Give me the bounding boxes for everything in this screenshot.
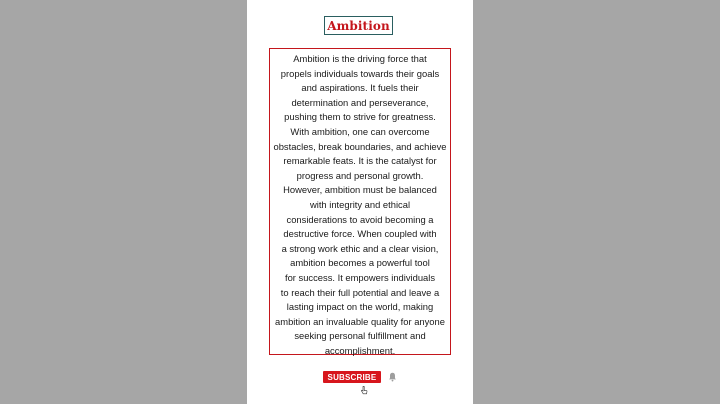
text-line: for success. It empowers individuals [284,271,436,283]
text-box [269,48,451,355]
text-line: accomplishment. [324,344,396,356]
text-line: lasting impact on the world, making [286,301,434,313]
text-line: and aspirations. It fuels their [301,82,419,94]
text-line: pushing them to strive for greatness. [284,111,436,123]
text-line: Ambition is the driving force that [293,53,427,64]
text-line: However, ambition must be balanced [283,184,437,196]
bell-icon[interactable] [388,372,397,382]
body-text [272,52,448,358]
text-line: destructive force. When coupled with [283,228,437,240]
title-box [324,16,393,35]
text-line: seeking personal fulfillment and [294,330,426,342]
text-line: considerations to avoid becoming a [286,213,434,225]
text-line: propels individuals towards their goals [280,67,440,79]
text-line: to reach their full potential and leave a [280,286,440,298]
text-line: remarkable feats. It is the catalyst for [283,155,437,167]
text-line: progress and personal growth. [296,169,424,181]
right-letterbox [473,0,720,404]
page-title: Ambition [327,18,390,33]
text-line: a strong work ethic and a clear vision, [281,242,439,254]
video-frame [247,0,473,404]
text-line: With ambition, one can overcome [290,125,430,137]
hand-cursor-icon [360,386,368,395]
text-line: obstacles, break boundaries, and achieve [273,140,447,152]
text-line: determination and perseverance, [291,96,429,108]
text-line: ambition becomes a powerful tool [290,257,430,269]
subscribe-button[interactable]: SUBSCRIBE [323,371,381,383]
text-line: with integrity and ethical [309,198,411,210]
left-letterbox [0,0,247,404]
text-line: ambition an invaluable quality for anyone [275,315,445,327]
